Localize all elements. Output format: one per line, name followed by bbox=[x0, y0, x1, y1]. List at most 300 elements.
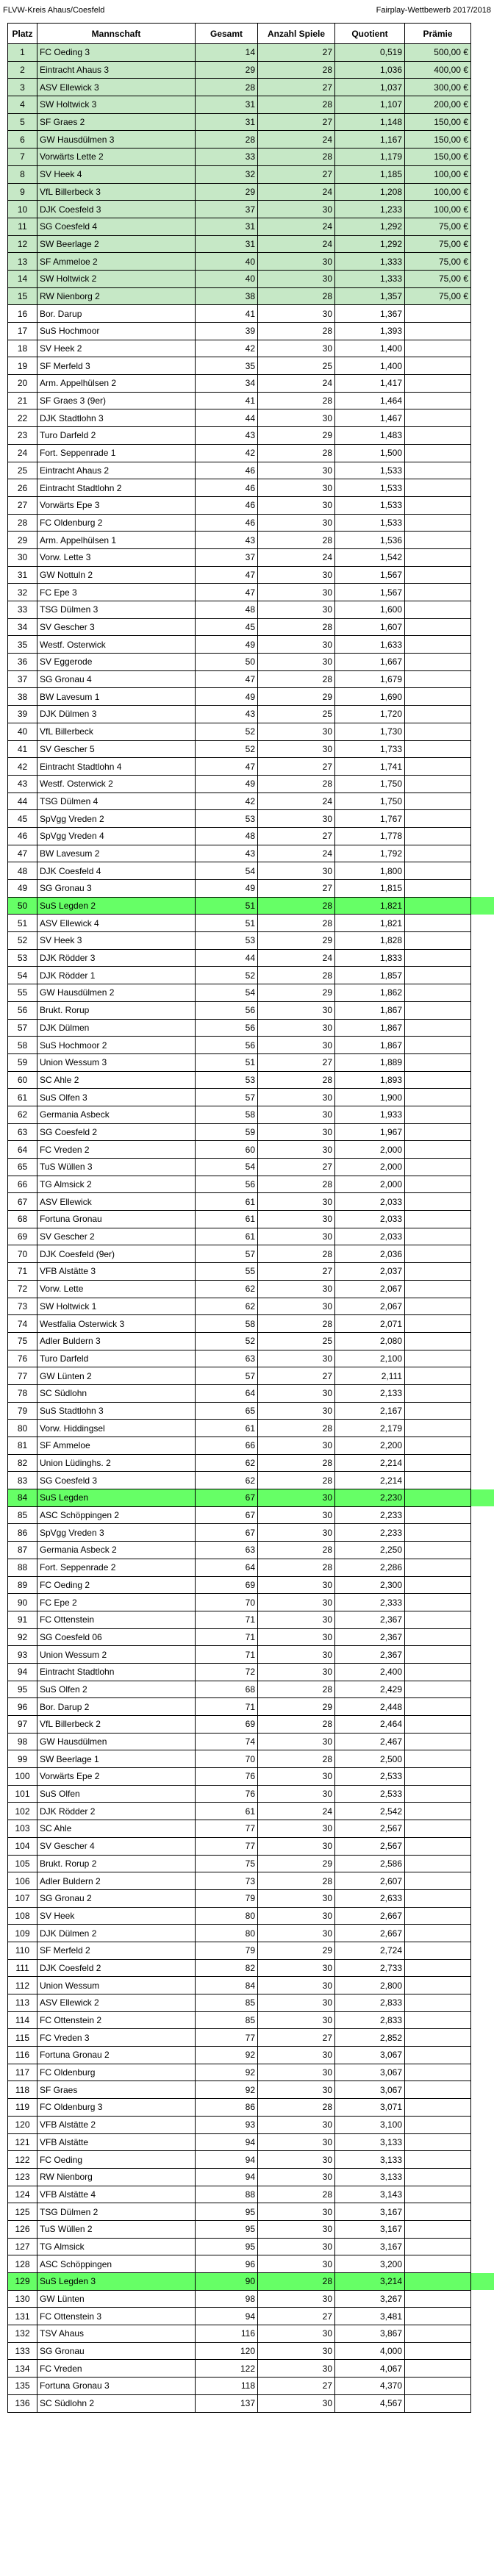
quotient-cell: 1,867 bbox=[335, 1019, 405, 1037]
gesamt-cell: 70 bbox=[196, 1750, 258, 1768]
table-row bbox=[8, 1159, 471, 1176]
spiele-cell: 29 bbox=[258, 688, 335, 706]
gesamt-cell: 31 bbox=[196, 96, 258, 114]
gesamt-cell: 94 bbox=[196, 2151, 258, 2169]
praemie-cell: 500,00 € bbox=[405, 44, 471, 62]
praemie-cell bbox=[405, 1576, 471, 1594]
quotient-cell: 2,133 bbox=[335, 1384, 405, 1402]
team-name-cell: FC Ottenstein bbox=[37, 1611, 196, 1628]
gesamt-cell: 41 bbox=[196, 305, 258, 323]
team-name-cell: GW Hausdülmen 2 bbox=[37, 984, 196, 1002]
table-row bbox=[8, 1942, 471, 1959]
platz-cell: 126 bbox=[8, 2220, 37, 2238]
quotient-cell: 3,167 bbox=[335, 2220, 405, 2238]
team-name-cell: Vorwärts Epe 3 bbox=[37, 496, 196, 514]
praemie-cell bbox=[405, 1716, 471, 1734]
document-header bbox=[0, 0, 494, 21]
praemie-cell bbox=[405, 2203, 471, 2221]
praemie-cell bbox=[405, 1019, 471, 1037]
platz-cell: 134 bbox=[8, 2360, 37, 2378]
platz-cell: 32 bbox=[8, 584, 37, 601]
gesamt-cell: 49 bbox=[196, 880, 258, 898]
platz-cell: 107 bbox=[8, 1889, 37, 1907]
gesamt-cell: 71 bbox=[196, 1628, 258, 1646]
platz-cell: 84 bbox=[8, 1489, 37, 1507]
spiele-cell: 27 bbox=[258, 880, 335, 898]
quotient-cell: 1,185 bbox=[335, 165, 405, 183]
quotient-cell: 2,033 bbox=[335, 1193, 405, 1211]
table-row bbox=[8, 165, 471, 183]
praemie-cell bbox=[405, 1472, 471, 1489]
praemie-cell bbox=[405, 2308, 471, 2325]
quotient-cell: 1,483 bbox=[335, 427, 405, 445]
praemie-cell bbox=[405, 845, 471, 862]
praemie-cell bbox=[405, 1785, 471, 1803]
spiele-cell: 28 bbox=[258, 670, 335, 688]
spiele-cell: 30 bbox=[258, 1280, 335, 1298]
quotient-cell: 2,542 bbox=[335, 1803, 405, 1820]
quotient-cell: 3,133 bbox=[335, 2133, 405, 2151]
spiele-cell: 30 bbox=[258, 723, 335, 740]
spiele-cell: 30 bbox=[258, 2116, 335, 2133]
platz-cell: 11 bbox=[8, 218, 37, 235]
quotient-cell: 2,586 bbox=[335, 1855, 405, 1872]
row-highlight-extension bbox=[471, 2273, 494, 2291]
platz-cell: 65 bbox=[8, 1159, 37, 1176]
table-row bbox=[8, 1803, 471, 1820]
spiele-cell: 30 bbox=[258, 2081, 335, 2099]
quotient-cell: 2,567 bbox=[335, 1837, 405, 1855]
team-name-cell: Vorw. Lette 3 bbox=[37, 548, 196, 566]
platz-cell: 9 bbox=[8, 183, 37, 201]
team-name-cell: TSG Dülmen 3 bbox=[37, 601, 196, 619]
gesamt-cell: 57 bbox=[196, 1089, 258, 1106]
table-row bbox=[8, 1384, 471, 1402]
spiele-cell: 28 bbox=[258, 532, 335, 549]
gesamt-cell: 85 bbox=[196, 1994, 258, 2012]
quotient-cell: 3,133 bbox=[335, 2168, 405, 2186]
gesamt-cell: 67 bbox=[196, 1506, 258, 1524]
quotient-cell: 3,067 bbox=[335, 2081, 405, 2099]
spiele-cell: 29 bbox=[258, 1698, 335, 1716]
team-name-cell: Eintracht Stadtlohn 4 bbox=[37, 758, 196, 776]
spiele-cell: 30 bbox=[258, 1037, 335, 1054]
gesamt-cell: 76 bbox=[196, 1768, 258, 1786]
platz-cell: 35 bbox=[8, 636, 37, 654]
table-row bbox=[8, 392, 471, 409]
platz-cell: 97 bbox=[8, 1716, 37, 1734]
gesamt-cell: 52 bbox=[196, 723, 258, 740]
quotient-cell: 3,200 bbox=[335, 2255, 405, 2273]
praemie-cell bbox=[405, 601, 471, 619]
platz-cell: 77 bbox=[8, 1367, 37, 1385]
quotient-cell: 2,400 bbox=[335, 1663, 405, 1681]
table-row bbox=[8, 862, 471, 880]
column-header-team: Mannschaft bbox=[37, 24, 196, 44]
gesamt-cell: 43 bbox=[196, 845, 258, 862]
table-row bbox=[8, 1472, 471, 1489]
gesamt-cell: 96 bbox=[196, 2255, 258, 2273]
team-name-cell: FC Oldenburg 2 bbox=[37, 514, 196, 532]
gesamt-cell: 77 bbox=[196, 1820, 258, 1838]
praemie-cell bbox=[405, 1611, 471, 1628]
table-row bbox=[8, 2186, 471, 2203]
spiele-cell: 30 bbox=[258, 654, 335, 671]
praemie-cell bbox=[405, 706, 471, 723]
team-name-cell: Adler Buldern 2 bbox=[37, 1872, 196, 1890]
table-row bbox=[8, 1420, 471, 1437]
team-name-cell: SuS Olfen 3 bbox=[37, 1089, 196, 1106]
gesamt-cell: 42 bbox=[196, 793, 258, 810]
quotient-cell: 2,367 bbox=[335, 1628, 405, 1646]
team-name-cell: GW Hausdülmen bbox=[37, 1733, 196, 1750]
team-name-cell: FC Oldenburg bbox=[37, 2064, 196, 2081]
platz-cell: 99 bbox=[8, 1750, 37, 1768]
table-row bbox=[8, 1019, 471, 1037]
praemie-cell bbox=[405, 1506, 471, 1524]
team-name-cell: Brukt. Rorup 2 bbox=[37, 1855, 196, 1872]
team-name-cell: FC Epe 3 bbox=[37, 584, 196, 601]
quotient-cell: 1,767 bbox=[335, 810, 405, 828]
spiele-cell: 30 bbox=[258, 1001, 335, 1019]
praemie-cell bbox=[405, 1053, 471, 1071]
praemie-cell bbox=[405, 1106, 471, 1123]
table-row bbox=[8, 1123, 471, 1141]
spiele-cell: 30 bbox=[258, 1228, 335, 1245]
table-row bbox=[8, 1663, 471, 1681]
team-name-cell: VfL Billerbeck 2 bbox=[37, 1716, 196, 1734]
team-name-cell: Westf. Osterwick 2 bbox=[37, 775, 196, 793]
praemie-cell bbox=[405, 1071, 471, 1089]
gesamt-cell: 94 bbox=[196, 2133, 258, 2151]
gesamt-cell: 51 bbox=[196, 1053, 258, 1071]
praemie-cell bbox=[405, 1228, 471, 1245]
praemie-cell bbox=[405, 1350, 471, 1367]
quotient-cell: 1,889 bbox=[335, 1053, 405, 1071]
gesamt-cell: 29 bbox=[196, 183, 258, 201]
spiele-cell: 25 bbox=[258, 357, 335, 375]
praemie-cell bbox=[405, 1298, 471, 1315]
spiele-cell: 30 bbox=[258, 566, 335, 584]
quotient-cell: 1,893 bbox=[335, 1071, 405, 1089]
gesamt-cell: 74 bbox=[196, 1733, 258, 1750]
platz-cell: 127 bbox=[8, 2238, 37, 2255]
spiele-cell: 28 bbox=[258, 1454, 335, 1472]
gesamt-cell: 85 bbox=[196, 2011, 258, 2029]
praemie-cell bbox=[405, 1646, 471, 1664]
platz-cell: 67 bbox=[8, 1193, 37, 1211]
table-row bbox=[8, 1733, 471, 1750]
praemie-cell bbox=[405, 2255, 471, 2273]
spiele-cell: 30 bbox=[258, 2238, 335, 2255]
spiele-cell: 30 bbox=[258, 2168, 335, 2186]
spiele-cell: 29 bbox=[258, 1942, 335, 1959]
gesamt-cell: 62 bbox=[196, 1454, 258, 1472]
spiele-cell: 28 bbox=[258, 1750, 335, 1768]
spiele-cell: 29 bbox=[258, 427, 335, 445]
praemie-cell bbox=[405, 2342, 471, 2360]
table-row bbox=[8, 1367, 471, 1385]
table-row bbox=[8, 1698, 471, 1716]
table-row bbox=[8, 827, 471, 845]
team-name-cell: SF Graes 3 (9er) bbox=[37, 392, 196, 409]
quotient-cell: 1,536 bbox=[335, 532, 405, 549]
platz-cell: 61 bbox=[8, 1089, 37, 1106]
gesamt-cell: 28 bbox=[196, 79, 258, 96]
platz-cell: 92 bbox=[8, 1628, 37, 1646]
quotient-cell: 1,750 bbox=[335, 793, 405, 810]
quotient-cell: 1,233 bbox=[335, 201, 405, 218]
spiele-cell: 28 bbox=[258, 1559, 335, 1576]
quotient-cell: 3,071 bbox=[335, 2099, 405, 2117]
spiele-cell: 28 bbox=[258, 444, 335, 462]
praemie-cell bbox=[405, 862, 471, 880]
quotient-cell: 1,533 bbox=[335, 514, 405, 532]
quotient-cell: 2,233 bbox=[335, 1524, 405, 1542]
gesamt-cell: 71 bbox=[196, 1611, 258, 1628]
platz-cell: 76 bbox=[8, 1350, 37, 1367]
platz-cell: 105 bbox=[8, 1855, 37, 1872]
praemie-cell bbox=[405, 1594, 471, 1611]
spiele-cell: 28 bbox=[258, 1071, 335, 1089]
platz-cell: 42 bbox=[8, 758, 37, 776]
platz-cell: 71 bbox=[8, 1263, 37, 1281]
quotient-cell: 1,367 bbox=[335, 305, 405, 323]
gesamt-cell: 58 bbox=[196, 1315, 258, 1333]
quotient-cell: 3,214 bbox=[335, 2273, 405, 2291]
platz-cell: 109 bbox=[8, 1925, 37, 1942]
gesamt-cell: 51 bbox=[196, 915, 258, 932]
team-name-cell: SuS Stadtlohn 3 bbox=[37, 1402, 196, 1420]
spiele-cell: 24 bbox=[258, 793, 335, 810]
team-name-cell: Eintracht Ahaus 3 bbox=[37, 61, 196, 79]
spiele-cell: 30 bbox=[258, 1925, 335, 1942]
praemie-cell: 75,00 € bbox=[405, 253, 471, 271]
quotient-cell: 2,167 bbox=[335, 1402, 405, 1420]
quotient-cell: 2,214 bbox=[335, 1472, 405, 1489]
platz-cell: 52 bbox=[8, 932, 37, 950]
platz-cell: 72 bbox=[8, 1280, 37, 1298]
table-row bbox=[8, 793, 471, 810]
table-row bbox=[8, 1925, 471, 1942]
quotient-cell: 2,230 bbox=[335, 1489, 405, 1507]
spiele-cell: 30 bbox=[258, 1994, 335, 2012]
table-row bbox=[8, 1489, 471, 1507]
quotient-cell: 1,733 bbox=[335, 740, 405, 758]
spiele-cell: 30 bbox=[258, 1663, 335, 1681]
district-title: FLVW-Kreis Ahaus/Coesfeld bbox=[3, 6, 105, 15]
team-name-cell: SG Coesfeld 4 bbox=[37, 218, 196, 235]
table-row bbox=[8, 1576, 471, 1594]
quotient-cell: 2,200 bbox=[335, 1437, 405, 1455]
team-name-cell: Fortuna Gronau 3 bbox=[37, 2378, 196, 2395]
gesamt-cell: 93 bbox=[196, 2116, 258, 2133]
gesamt-cell: 43 bbox=[196, 427, 258, 445]
quotient-cell: 1,400 bbox=[335, 340, 405, 357]
gesamt-cell: 88 bbox=[196, 2186, 258, 2203]
table-row bbox=[8, 1211, 471, 1228]
quotient-cell: 1,533 bbox=[335, 479, 405, 497]
praemie-cell: 150,00 € bbox=[405, 131, 471, 149]
quotient-cell: 1,867 bbox=[335, 1001, 405, 1019]
platz-cell: 63 bbox=[8, 1123, 37, 1141]
spiele-cell: 27 bbox=[258, 2029, 335, 2047]
gesamt-cell: 53 bbox=[196, 810, 258, 828]
spiele-cell: 24 bbox=[258, 375, 335, 393]
praemie-cell bbox=[405, 1123, 471, 1141]
praemie-cell bbox=[405, 496, 471, 514]
team-name-cell: DJK Rödder 3 bbox=[37, 949, 196, 967]
table-row bbox=[8, 1594, 471, 1611]
team-name-cell: SV Gescher 2 bbox=[37, 1228, 196, 1245]
platz-cell: 5 bbox=[8, 113, 37, 131]
platz-cell: 4 bbox=[8, 96, 37, 114]
table-row bbox=[8, 2290, 471, 2308]
table-row bbox=[8, 1315, 471, 1333]
table-row bbox=[8, 323, 471, 340]
spiele-cell: 28 bbox=[258, 1542, 335, 1559]
platz-cell: 55 bbox=[8, 984, 37, 1002]
praemie-cell bbox=[405, 1332, 471, 1350]
table-row bbox=[8, 1263, 471, 1281]
table-row bbox=[8, 1611, 471, 1628]
gesamt-cell: 122 bbox=[196, 2360, 258, 2378]
table-row bbox=[8, 2342, 471, 2360]
team-name-cell: ASV Ellewick 4 bbox=[37, 915, 196, 932]
praemie-cell bbox=[405, 375, 471, 393]
praemie-cell bbox=[405, 1384, 471, 1402]
praemie-cell bbox=[405, 915, 471, 932]
gesamt-cell: 54 bbox=[196, 862, 258, 880]
spiele-cell: 28 bbox=[258, 1716, 335, 1734]
spiele-cell: 27 bbox=[258, 1159, 335, 1176]
team-name-cell: RW Nienborg bbox=[37, 2168, 196, 2186]
platz-cell: 48 bbox=[8, 862, 37, 880]
platz-cell: 46 bbox=[8, 827, 37, 845]
quotient-cell: 1,833 bbox=[335, 949, 405, 967]
praemie-cell bbox=[405, 688, 471, 706]
spiele-cell: 30 bbox=[258, 1506, 335, 1524]
platz-cell: 81 bbox=[8, 1437, 37, 1455]
gesamt-cell: 71 bbox=[196, 1646, 258, 1664]
platz-cell: 80 bbox=[8, 1420, 37, 1437]
team-name-cell: ASV Ellewick bbox=[37, 1193, 196, 1211]
quotient-cell: 3,067 bbox=[335, 2064, 405, 2081]
platz-cell: 112 bbox=[8, 1977, 37, 1994]
team-name-cell: Brukt. Rorup bbox=[37, 1001, 196, 1019]
spiele-cell: 28 bbox=[258, 323, 335, 340]
gesamt-cell: 72 bbox=[196, 1663, 258, 1681]
quotient-cell: 2,233 bbox=[335, 1506, 405, 1524]
gesamt-cell: 61 bbox=[196, 1211, 258, 1228]
quotient-cell: 1,867 bbox=[335, 1037, 405, 1054]
table-row bbox=[8, 775, 471, 793]
quotient-cell: 3,167 bbox=[335, 2238, 405, 2255]
quotient-cell: 1,607 bbox=[335, 618, 405, 636]
praemie-cell bbox=[405, 2238, 471, 2255]
gesamt-cell: 70 bbox=[196, 1594, 258, 1611]
team-name-cell: Union Lüdinghs. 2 bbox=[37, 1454, 196, 1472]
quotient-cell: 2,100 bbox=[335, 1350, 405, 1367]
platz-cell: 50 bbox=[8, 897, 37, 915]
team-name-cell: Fortuna Gronau bbox=[37, 1211, 196, 1228]
praemie-cell bbox=[405, 2029, 471, 2047]
platz-cell: 19 bbox=[8, 357, 37, 375]
platz-cell: 53 bbox=[8, 949, 37, 967]
quotient-cell: 1,107 bbox=[335, 96, 405, 114]
spiele-cell: 28 bbox=[258, 2186, 335, 2203]
fairplay-standings-table bbox=[7, 23, 471, 2413]
table-row bbox=[8, 532, 471, 549]
spiele-cell: 30 bbox=[258, 1959, 335, 1977]
gesamt-cell: 54 bbox=[196, 984, 258, 1002]
praemie-cell bbox=[405, 514, 471, 532]
gesamt-cell: 42 bbox=[196, 444, 258, 462]
quotient-cell: 2,429 bbox=[335, 1681, 405, 1698]
table-row bbox=[8, 706, 471, 723]
quotient-cell: 1,862 bbox=[335, 984, 405, 1002]
gesamt-cell: 61 bbox=[196, 1803, 258, 1820]
platz-cell: 106 bbox=[8, 1872, 37, 1890]
spiele-cell: 30 bbox=[258, 270, 335, 287]
team-name-cell: Fortuna Gronau 2 bbox=[37, 2047, 196, 2064]
platz-cell: 49 bbox=[8, 880, 37, 898]
quotient-cell: 2,667 bbox=[335, 1907, 405, 1925]
quotient-cell: 1,821 bbox=[335, 915, 405, 932]
team-name-cell: SF Ammeloe 2 bbox=[37, 253, 196, 271]
gesamt-cell: 92 bbox=[196, 2081, 258, 2099]
team-name-cell: Westfalia Osterwick 3 bbox=[37, 1315, 196, 1333]
column-header-gesamt: Gesamt bbox=[196, 24, 258, 44]
quotient-cell: 1,417 bbox=[335, 375, 405, 393]
team-name-cell: TSV Ahaus bbox=[37, 2325, 196, 2343]
platz-cell: 45 bbox=[8, 810, 37, 828]
platz-cell: 136 bbox=[8, 2394, 37, 2412]
quotient-cell: 3,143 bbox=[335, 2186, 405, 2203]
team-name-cell: DJK Coesfeld 3 bbox=[37, 201, 196, 218]
team-name-cell: FC Oldenburg 3 bbox=[37, 2099, 196, 2117]
quotient-cell: 2,533 bbox=[335, 1785, 405, 1803]
table-row bbox=[8, 113, 471, 131]
table-row bbox=[8, 1628, 471, 1646]
spiele-cell: 28 bbox=[258, 1872, 335, 1890]
table-row bbox=[8, 2238, 471, 2255]
quotient-cell: 1,400 bbox=[335, 357, 405, 375]
team-name-cell: RW Nienborg 2 bbox=[37, 287, 196, 305]
team-name-cell: SuS Hochmoor bbox=[37, 323, 196, 340]
platz-cell: 14 bbox=[8, 270, 37, 287]
quotient-cell: 2,080 bbox=[335, 1332, 405, 1350]
gesamt-cell: 48 bbox=[196, 827, 258, 845]
table-row bbox=[8, 1245, 471, 1263]
gesamt-cell: 52 bbox=[196, 1332, 258, 1350]
platz-cell: 83 bbox=[8, 1472, 37, 1489]
platz-cell: 128 bbox=[8, 2255, 37, 2273]
praemie-cell bbox=[405, 1889, 471, 1907]
team-name-cell: FC Ottenstein 3 bbox=[37, 2308, 196, 2325]
quotient-cell: 2,179 bbox=[335, 1420, 405, 1437]
team-name-cell: Eintracht Ahaus 2 bbox=[37, 462, 196, 479]
spiele-cell: 30 bbox=[258, 2064, 335, 2081]
gesamt-cell: 79 bbox=[196, 1889, 258, 1907]
praemie-cell bbox=[405, 793, 471, 810]
praemie-cell bbox=[405, 1559, 471, 1576]
gesamt-cell: 47 bbox=[196, 566, 258, 584]
gesamt-cell: 62 bbox=[196, 1472, 258, 1489]
platz-cell: 36 bbox=[8, 654, 37, 671]
platz-cell: 133 bbox=[8, 2342, 37, 2360]
table-row bbox=[8, 1837, 471, 1855]
